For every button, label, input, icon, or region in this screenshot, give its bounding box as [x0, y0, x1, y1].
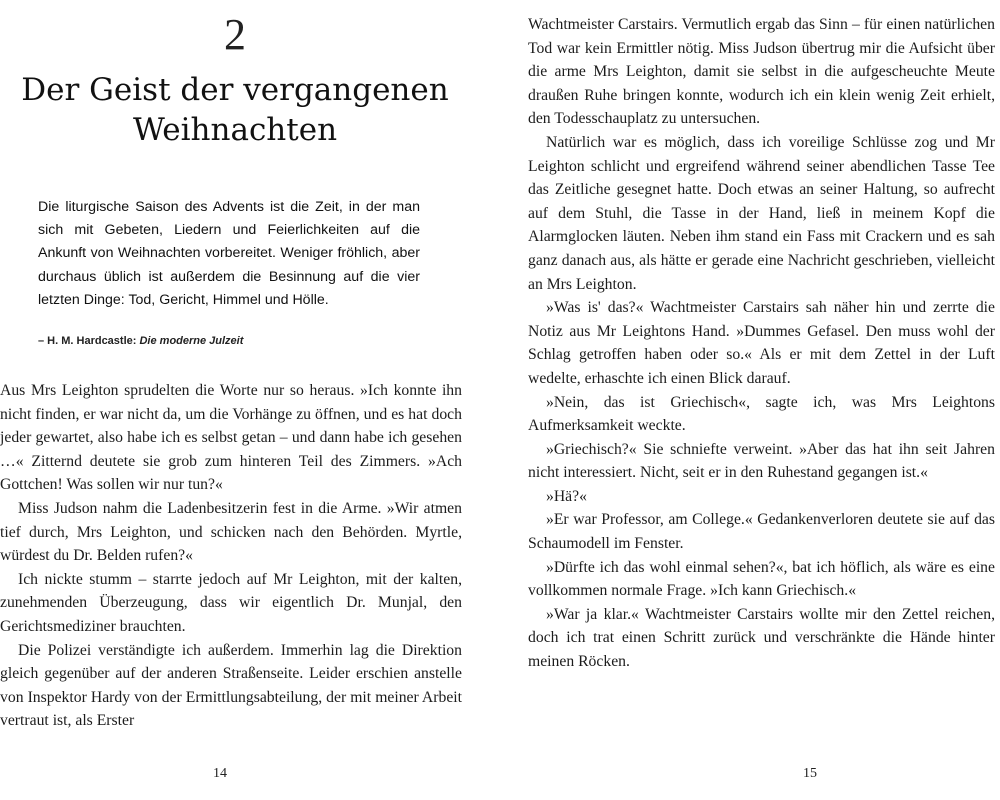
epigraph-author: – H. M. Hardcastle: [38, 335, 140, 347]
paragraph: »Hä?« [546, 487, 587, 505]
epigraph-source-title: Die moderne Julzeit [139, 335, 244, 347]
right-page [528, 0, 1000, 800]
paragraph: Miss Judson nahm die Ladenbesitzerin fest in die Arme. »Wir atmen tief durch, Mrs Leighton, und schicken nach den Behörden. Myrtle, würdest du Dr. Belden rufen?« [0, 499, 462, 565]
paragraph: »War ja klar.« Wachtmeister Carstairs wollte mir den Zettel reichen, doch ich trat einen Schritt zurück und verschränkte die Hände hinter meinen Röcken. [528, 605, 995, 671]
paragraph: Ich nickte stumm – starrte jedoch auf Mr Leighton, mit der kalten, zunehmenden Überzeugung, dass wir eigentlich Dr. Munjal, den Gerichtsmediziner brauchten. [0, 570, 462, 635]
paragraph: Aus Mrs Leighton sprudelten die Worte nur so heraus. »Ich konnte ihn nicht finden, er war nicht da, um die Vorhänge zu öffnen, und es hat doch jeder gewartet, also habe ich es selbst getan – und dann habe ich gesehen …« Zitternd deutete sie grob zum hinteren Teil des Zimmers. »Ach Gottchen! Was sollen wir nur tun?« [0, 382, 462, 494]
paragraph: »Was is' das?« Wachtmeister Carstairs sah näher hin und zerrte die Notiz aus Mr Leightons Hand. »Dummes Gefasel. Den muss wohl der Schlag getroffen haben oder so.« Als er mit dem Zettel in der Luft wedelte, erhaschte ich einen Blick darauf. [528, 299, 995, 387]
paragraph: Die Polizei verständigte ich außerdem. Immerhin lag die Direktion gleich gegenüber auf der anderen Straßenseite. Leider erschien anstelle von Inspektor Hardy von der Ermittlungsabteilung, der mit meiner Arbeit vertraut ist, als Erster [0, 641, 462, 730]
chapter-number: 2 [224, 10, 246, 59]
epigraph-attribution [38, 333, 243, 349]
paragraph: »Er war Professor, am College.« Gedankenverloren deutete sie auf das Schaumodell im Fenster. [528, 511, 995, 553]
paragraph: »Griechisch?« Sie schniefte verweint. »Aber das hat ihn seit Jahren nicht interessiert. Nicht, seit er in den Ruhestand gegangen ist.« [528, 440, 995, 482]
left-body-text [0, 379, 462, 733]
paragraph: »Dürfte ich das wohl einmal sehen?«, bat ich höflich, als wäre es eine vollkommen normale Frage. »Ich kann Griechisch.« [528, 558, 995, 600]
chapter-title-line1: Der Geist der vergangenen [21, 72, 449, 108]
right-body-text [528, 13, 995, 674]
paragraph: Wachtmeister Carstairs. Vermutlich ergab das Sinn – für einen natürlichen Tod war kein Ermittler nötig. Miss Judson übertrug mir die Aufsicht über die arme Mrs Leighton, damit sie selbst in die aufgescheuchte Meute draußen Ruhe bringen konnte, wodurch ich ein klein wenig Zeit erhielt, den Todesschauplatz zu untersuchen. [528, 16, 995, 128]
left-page [0, 0, 470, 800]
page-number-left: 14 [213, 766, 227, 781]
paragraph: »Nein, das ist Griechisch«, sagte ich, was Mrs Leightons Aufmerksamkeit weckte. [528, 393, 995, 435]
page-number-right: 15 [803, 766, 817, 781]
paragraph: Natürlich war es möglich, dass ich voreilige Schlüsse zog und Mr Leighton schlicht und ergreifend während seiner abendlichen Tasse Tee das Zeitliche gesegnet hatte. Doch etwas an seiner Haltung, so aufrecht auf dem Stuhl, die Tasse in der Hand, ließ in meinem Kopf die Alarmglocken läuten. Neben ihm stand ein Fass mit Crackern und es sah ganz danach aus, als hätte er gerade eine Nachricht geschrieben, vielleicht an Mrs Leighton. [528, 133, 995, 293]
chapter-title [0, 70, 470, 150]
chapter-title-line2: Weihnachten [132, 112, 338, 148]
epigraph-text: Die liturgische Saison des Advents ist die Zeit, in der man sich mit Gebeten, Liedern und Feierlichkeiten auf die Ankunft von Weihnachten vorbereitet. Weniger fröhlich, aber durchaus üblich ist außerdem die Besinnung auf die vier letzten Dinge: Tod, Gericht, Himmel und Hölle. [38, 199, 420, 308]
